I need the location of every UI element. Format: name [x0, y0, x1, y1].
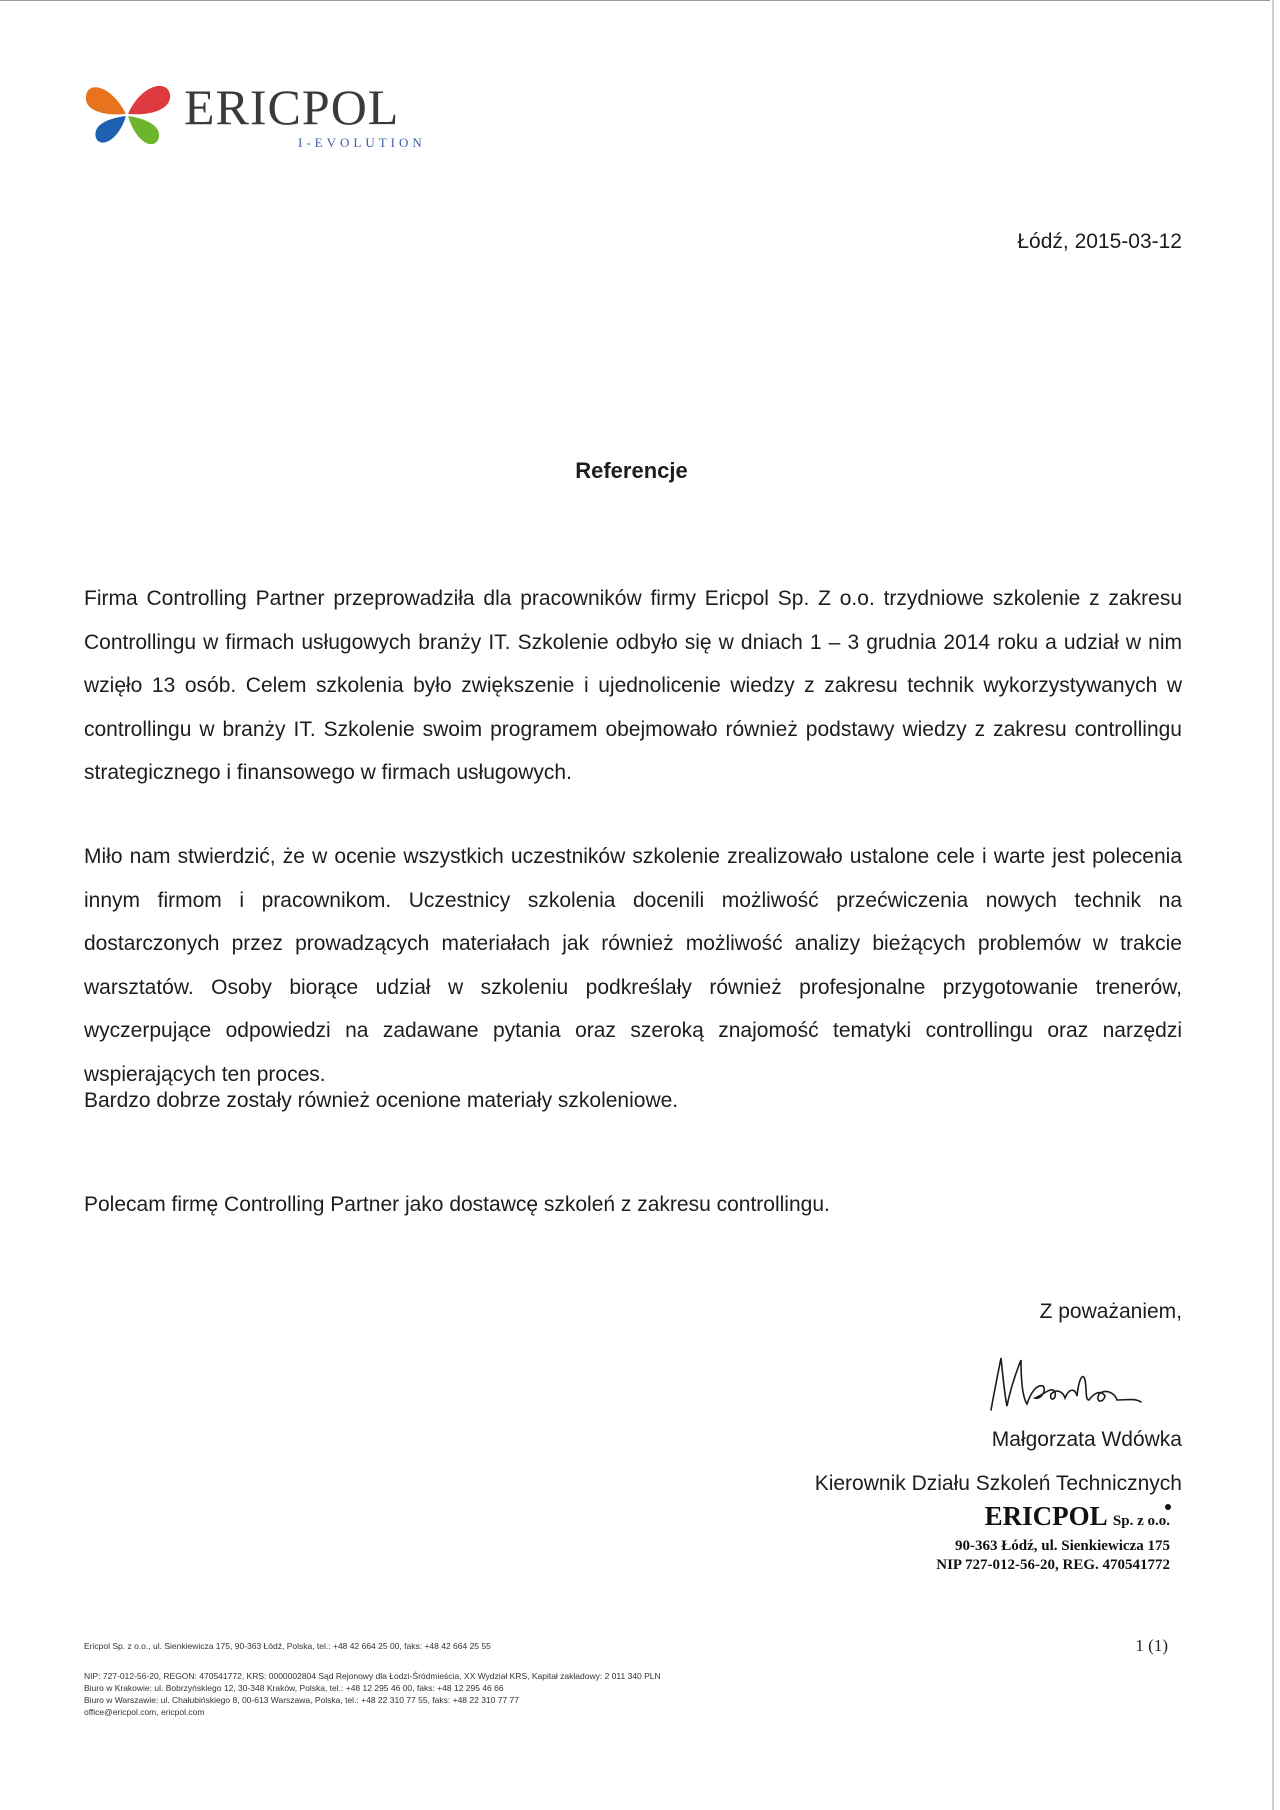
- footer-address-line: Ericpol Sp. z o.o., ul. Sienkiewicza 175, 90-363 Łódź, Polska, tel.: +48 42 664 25 00, faks: +48 42 664 25 55: [84, 1641, 491, 1651]
- letter-date: Łódź, 2015-03-12: [1017, 230, 1182, 253]
- scan-right-edge: [1272, 0, 1274, 1810]
- signer-name: Małgorzata Wdówka: [991, 1428, 1182, 1451]
- company-stamp: [860, 1500, 1170, 1575]
- letter-title: Referencje: [575, 458, 688, 483]
- stamp-company-line: [860, 1500, 1170, 1537]
- footer-warsaw-office-line: Biuro w Warszawie: ul. Chałubińskiego 8, 00-613 Warszawa, Polska, tel.: +48 22 310 77 55, faks: +48 22 310 77 77: [84, 1695, 520, 1705]
- scan-top-edge: [0, 0, 1270, 1]
- stamp-address: 90-363 Łódź, ul. Sienkiewicza 175: [954, 1538, 1170, 1554]
- logo-wordmark: ERICPOL: [184, 79, 400, 135]
- stamp-company-name: ERICPOL: [984, 1501, 1107, 1531]
- signer-role: Kierownik Działu Szkoleń Technicznych: [814, 1472, 1182, 1495]
- handwritten-signature: [985, 1348, 1145, 1418]
- footer-details: [84, 1670, 661, 1718]
- footer-krakow-office-line: Biuro w Krakowie: ul. Bobrzyńskiego 12, 30-348 Kraków, Polska, tel.: +48 12 295 46 00, faks: +48 12 295 46 66: [84, 1683, 504, 1693]
- stamp-registration: NIP 727-012-56-20, REG. 470541772: [936, 1557, 1170, 1573]
- body-paragraph-1: Firma Controlling Partner przeprowadziła dla pracowników firmy Ericpol Sp. Z o.o. trzydniowe szkolenie z zakresu Controllingu w firmach usługowych branży IT. Szkolenie odbyło się w dniach 1 – 3 grudnia 2014 roku a udział w nim wzięło 13 osób. Celem szkolenia było zwiększenie i ujednolicenie wiedzy z zakresu technik wykorzystywanych w controllingu w branży IT. Szkolenie swoim programem obejmowało również podstawy wiedzy z zakresu controllingu strategicznego i finansowego w firmach usługowych.: [84, 587, 1182, 784]
- stamp-mark: [1165, 1504, 1171, 1510]
- page-number: 1 (1): [1135, 1636, 1168, 1655]
- body-paragraph-3: Bardzo dobrze zostały również ocenione materiały szkoleniowe.: [84, 1089, 679, 1112]
- footer-contact-line: office@ericpol.com, ericpol.com: [84, 1707, 205, 1717]
- butterfly-logo-icon: [82, 76, 174, 152]
- body-paragraph-2: Miło nam stwierdzić, że w ocenie wszystkich uczestników szkolenie zrealizowało ustalone cele i warte jest polecenia innym firmom i pracownikom. Uczestnicy szkolenia docenili możliwość przećwiczenia nowych technik na dostarczonych przez prowadzących materiałach jak również możliwość analizy bieżących problemów w trakcie warsztatów. Osoby biorące udział w szkoleniu podkreślały również profesjonalne przygotowanie trenerów, wyczerpujące odpowiedzi na zadawane pytania oraz szeroką znajomość tematyki controllingu oraz narzędzi wspierających ten proces.: [84, 845, 1182, 1086]
- company-logo: [82, 72, 502, 162]
- closing-phrase: Z poważaniem,: [1039, 1300, 1182, 1323]
- body-paragraph-4: Polecam firmę Controlling Partner jako dostawcę szkoleń z zakresu controllingu.: [84, 1193, 830, 1216]
- footer-registration-line: NIP: 727-012-56-20, REGON: 470541772, KRS: 0000002804 Sąd Rejonowy dla Łodzi-Śródmieścia, XX Wydział KRS, Kapitał zakładowy: 2 011 340 PLN: [84, 1671, 661, 1681]
- logo-tagline: I-EVOLUTION: [298, 135, 426, 150]
- stamp-company-suffix: Sp. z o.o.: [1112, 1513, 1170, 1529]
